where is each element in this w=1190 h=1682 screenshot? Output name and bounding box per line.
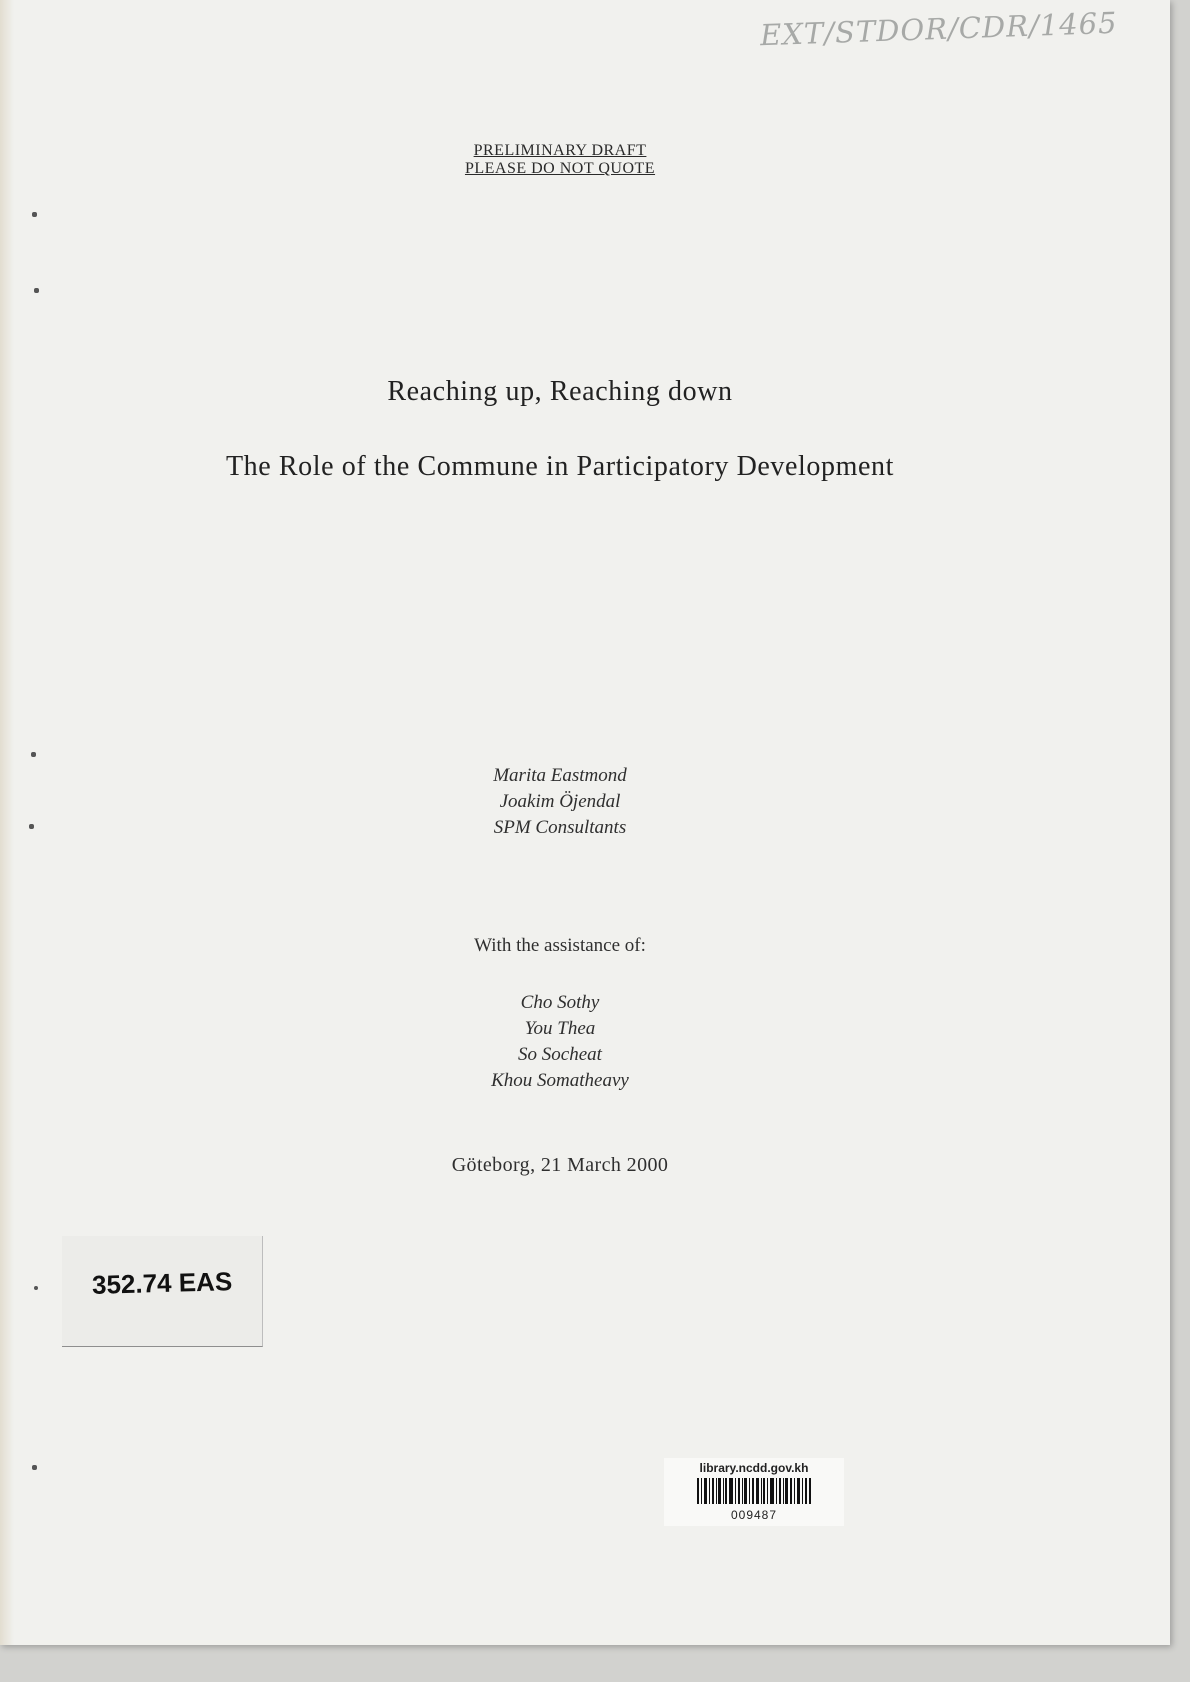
document-subtitle: The Role of the Commune in Participatory Development bbox=[225, 451, 895, 482]
barcode-number: 009487 bbox=[730, 1508, 778, 1522]
binding-hole-mark bbox=[32, 1465, 37, 1470]
document-title: Reaching up, Reaching down bbox=[387, 376, 733, 407]
barcode-icon bbox=[697, 1478, 811, 1504]
place-date: Göteborg, 21 March 2000 bbox=[451, 1154, 669, 1176]
assistant-name: Khou Somatheavy bbox=[491, 1070, 629, 1091]
draft-notice-line2: PLEASE DO NOT QUOTE bbox=[464, 160, 656, 177]
author-organization: SPM Consultants bbox=[493, 817, 627, 838]
handwritten-reference: EXT/STDOR/CDR/1465 bbox=[759, 5, 1119, 53]
binding-hole-mark bbox=[34, 288, 39, 293]
call-number: 352.74 EAS bbox=[91, 1266, 233, 1300]
assistant-list bbox=[0, 990, 1120, 1094]
assistant-name: You Thea bbox=[524, 1018, 596, 1039]
draft-notice-line1: PRELIMINARY DRAFT bbox=[473, 142, 647, 159]
author-name: Joakim Öjendal bbox=[499, 791, 621, 812]
assistant-name: Cho Sothy bbox=[520, 992, 600, 1013]
assistance-intro: With the assistance of: bbox=[474, 935, 646, 956]
binding-hole-mark bbox=[34, 1286, 38, 1290]
library-barcode-label bbox=[664, 1458, 844, 1526]
call-number-label bbox=[62, 1236, 263, 1347]
binding-hole-mark bbox=[31, 752, 36, 757]
author-list bbox=[0, 763, 1120, 841]
binding-hole-mark bbox=[29, 824, 34, 829]
binding-hole-mark bbox=[32, 212, 37, 217]
assistant-name: So Socheat bbox=[518, 1044, 602, 1065]
library-site: library.ncdd.gov.kh bbox=[699, 1461, 809, 1475]
draft-notice bbox=[0, 142, 1120, 178]
author-name: Marita Eastmond bbox=[493, 765, 627, 786]
